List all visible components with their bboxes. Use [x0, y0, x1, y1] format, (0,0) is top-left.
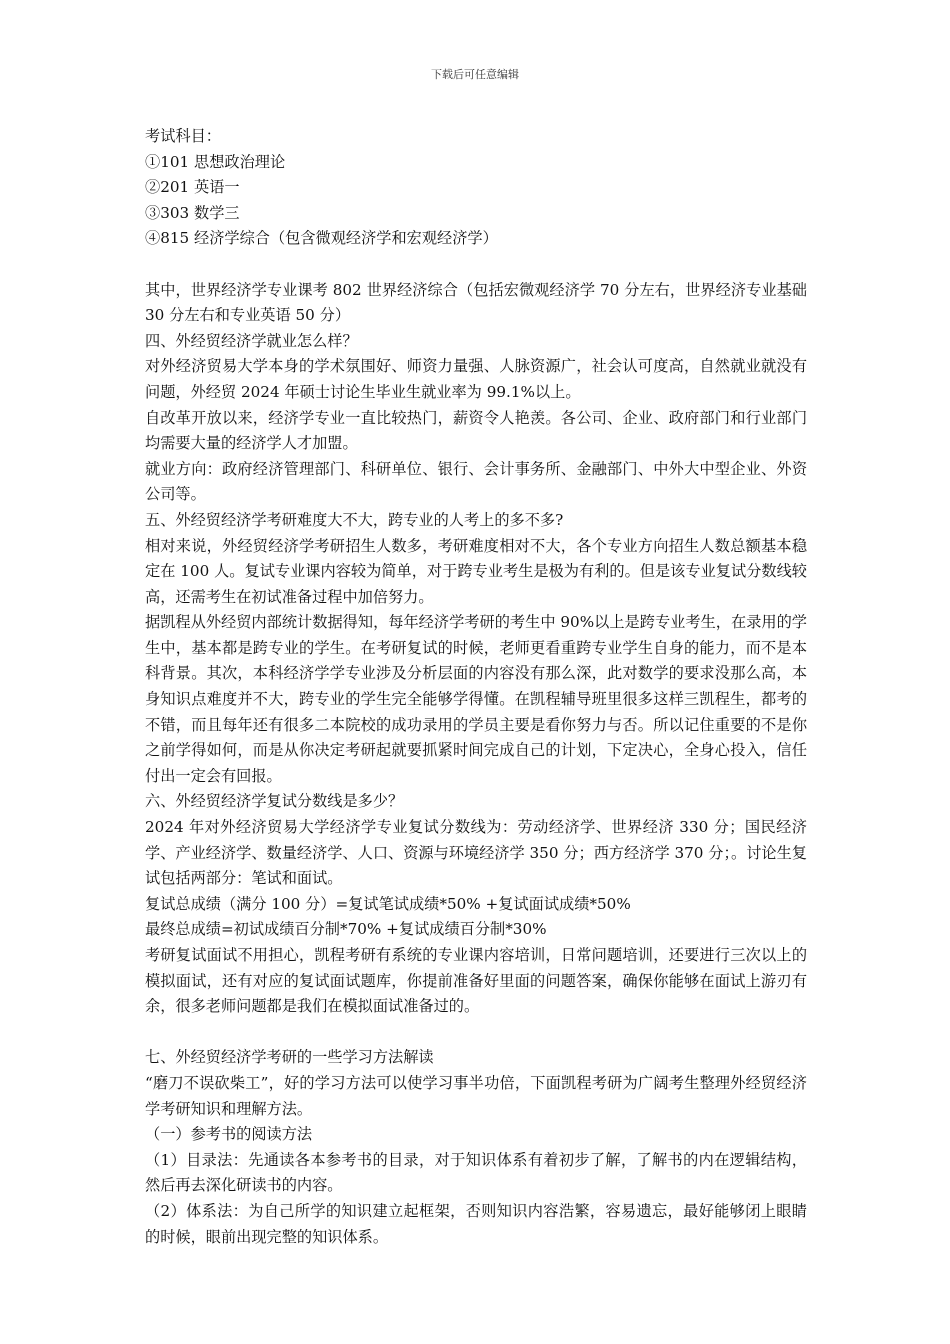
paragraph: “磨刀不误砍柴工”，好的学习方法可以使学习事半功倍，下面凯程考研为广阔考生整理外经贸经济学考研知识和理解方法。 [145, 1073, 807, 1118]
paragraph: 对外经济贸易大学本身的学术氛围好、师资力量强、人脉资源广，社会认可度高，自然就业就没有问题，外经贸 2024 年硕士讨论生毕业生就业率为 99.1%以上。 [145, 357, 807, 401]
exam-subject-item: ④815 经济学综合（包含微观经济学和宏观经济学） [145, 229, 498, 248]
paragraph: 2024 年对外经济贸易大学经济学专业复试分数线为：劳动经济学、世界经济 330 分；国民经济学、产业经济学、数量经济学、人口、资源与环境经济学 350 分；西方经济学 370 分；。讨论生复试包括两部分：笔试和面试。 [145, 818, 807, 888]
page-header: 下载后可任意编辑 [431, 68, 519, 81]
section-heading: 四、外经贸经济学就业怎么样？ [145, 331, 358, 350]
sub-heading: （一）参考书的阅读方法 [145, 1125, 313, 1144]
document-body [145, 124, 807, 1250]
exam-subjects-title: 考试科目： [145, 127, 221, 145]
blank-line [145, 1020, 807, 1046]
section-heading: 七、外经贸经济学考研的一些学习方法解读 [145, 1048, 434, 1067]
method-item: （2）体系法：为自己所学的知识建立起框架，否则知识内容浩繁，容易遗忘，最好能够闭上眼睛的时候，眼前出现完整的知识体系。 [145, 1201, 807, 1246]
paragraph: 相对来说，外经贸经济学考研招生人数多，考研难度相对不大，各个专业方向招生人数总额基本稳定在 100 人。复试专业课内容较为简单，对于跨专业考生是极为有利的。但是该专业复试分数线较高，还需考生在初试准备过程中加倍努力。 [145, 536, 807, 606]
exam-subject-item: ①101 思想政治理论 [145, 152, 286, 171]
blank-line [145, 252, 807, 278]
paragraph: 就业方向：政府经济管理部门、科研单位、银行、会计事务所、金融部门、中外大中型企业、外资公司等。 [145, 459, 807, 504]
section-heading: 六、外经贸经济学复试分数线是多少？ [145, 792, 404, 811]
paragraph: 自改革开放以来，经济学专业一直比较热门，薪资令人艳羡。各公司、企业、政府部门和行业部门均需要大量的经济学人才加盟。 [145, 408, 807, 453]
paragraph: 考研复试面试不用担心，凯程考研有系统的专业课内容培训，日常问题培训，还要进行三次以上的模拟面试，还有对应的复试面试题库，你提前准备好里面的问题答案，确保你能够在面试上游刃有余，很多老师问题都是我们在模拟面试准备过的。 [145, 946, 807, 1016]
section-heading: 五、外经贸经济学考研难度大不大，跨专业的人考上的多不多? [145, 510, 564, 529]
formula-line: 复试总成绩（满分 100 分）=复试笔试成绩*50% +复试面试成绩*50% [145, 894, 631, 913]
paragraph: 据凯程从外经贸内部统计数据得知，每年经济学考研的考生中 90%以上是跨专业考生，在录用的学生中，基本都是跨专业的学生。在考研复试的时候，老师更看重跨专业学生自身的能力，而不是本科背景。其次，本科经济学学专业涉及分析层面的内容没有那么深，此对数学的要求没那么高，本身知识点难度并不大，跨专业的学生完全能够学得懂。在凯程辅导班里很多这样三凯程生，都考的不错，而且每年还有很多二本院校的成功录用的学员主要是看你努力与否。所以记住重要的不是你之前学得如何，而是从你决定考研起就要抓紧时间完成自己的计划，下定决心，全身心投入，信任付出一定会有回报。 [145, 613, 807, 785]
world-economics-note: 其中，世界经济学专业课考 802 世界经济综合（包括宏微观经济学 70 分左右，世界经济专业基础 30 分左右和专业英语 50 分） [145, 280, 807, 325]
exam-subject-item: ③303 数学三 [145, 203, 240, 222]
exam-subject-item: ②201 英语一 [145, 178, 240, 197]
formula-line: 最终总成绩=初试成绩百分制*70% +复试成绩百分制*30% [145, 920, 547, 939]
method-item: （1）目录法：先通读各本参考书的目录，对于知识体系有着初步了解，了解书的内在逻辑结构，然后再去深化研读书的内容。 [145, 1150, 807, 1195]
